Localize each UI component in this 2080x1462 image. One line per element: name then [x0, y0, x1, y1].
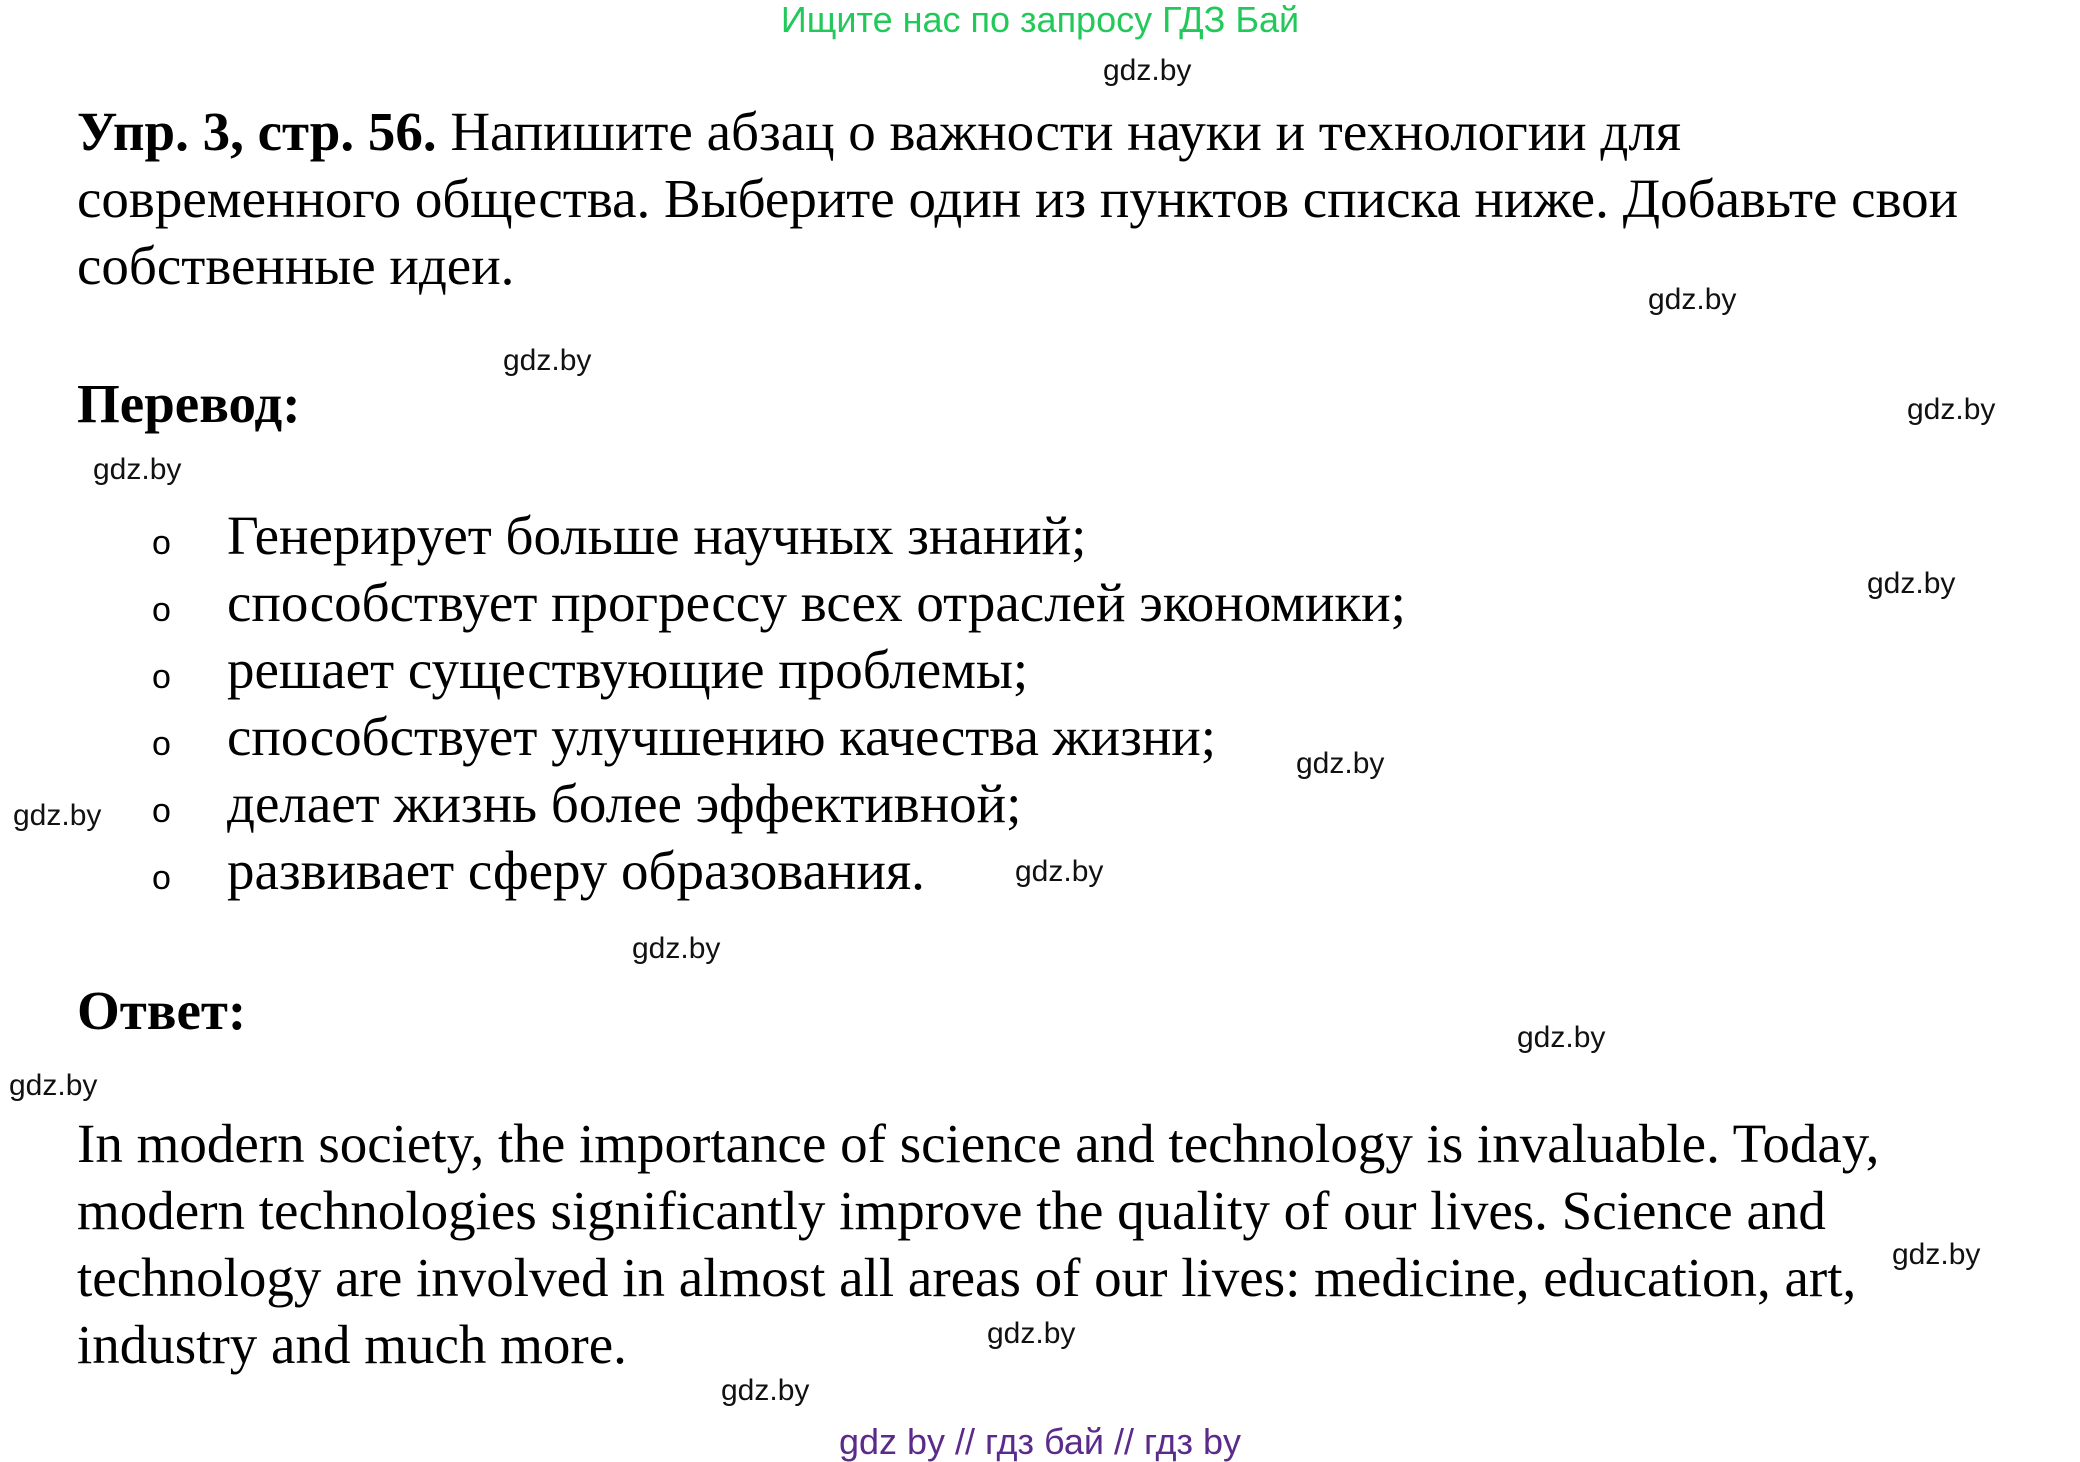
task-label: Упр. 3, стр. 56. — [77, 101, 437, 162]
list-item: Генерирует больше научных знаний; — [227, 505, 1087, 566]
watermark: gdz.by — [93, 453, 182, 486]
watermark: gdz.by — [721, 1374, 810, 1407]
watermark: gdz.by — [987, 1317, 1076, 1350]
list-bullet: o — [152, 591, 171, 629]
watermark: gdz.by — [13, 799, 102, 832]
list-bullet: o — [152, 859, 171, 897]
watermark: gdz.by — [1015, 855, 1104, 888]
watermark: gdz.by — [9, 1069, 98, 1102]
watermark: gdz.by — [1892, 1238, 1981, 1271]
watermark: gdz.by — [503, 344, 592, 377]
list-item: способствует прогрессу всех отраслей экономики; — [227, 572, 1406, 633]
watermark: gdz.by — [1103, 54, 1192, 87]
watermark: gdz.by — [1517, 1021, 1606, 1054]
watermark: gdz.by — [1867, 567, 1956, 600]
list-item: делает жизнь более эффективной; — [227, 773, 1022, 834]
list-bullet: o — [152, 725, 171, 763]
watermark: gdz.by — [1296, 747, 1385, 780]
answer-heading: Ответ: — [77, 980, 247, 1041]
list-item: решает существующие проблемы; — [227, 639, 1029, 700]
translation-heading: Перевод: — [77, 373, 301, 434]
footer-text: gdz by // гдз бай // гдз by — [838, 1421, 1242, 1462]
list-bullet: o — [152, 658, 171, 696]
list-bullet: o — [152, 524, 171, 562]
list-item: развивает сферу образования. — [227, 840, 925, 901]
list-item: способствует улучшению качества жизни; — [227, 706, 1216, 767]
watermark: gdz.by — [1907, 393, 1996, 426]
watermark: gdz.by — [632, 932, 721, 965]
task-text: Напишите абзац о важности науки и технологии для современного общества. Выберите один из пунктов списка ниже. Добавьте свои собственные идеи. — [77, 101, 1959, 296]
task-statement — [77, 98, 1977, 299]
list-bullet: o — [152, 792, 171, 830]
top-banner: Ищите нас по запросу ГДЗ Бай — [780, 0, 1300, 40]
watermark: gdz.by — [1648, 283, 1737, 316]
answer-text: In modern society, the importance of science and technology is invaluable. Today, modern technologies significantly improve the quality of our lives. Science and technology are involved in almost all areas of our lives: medicine, education, art, industry and much more. — [77, 1113, 1880, 1375]
